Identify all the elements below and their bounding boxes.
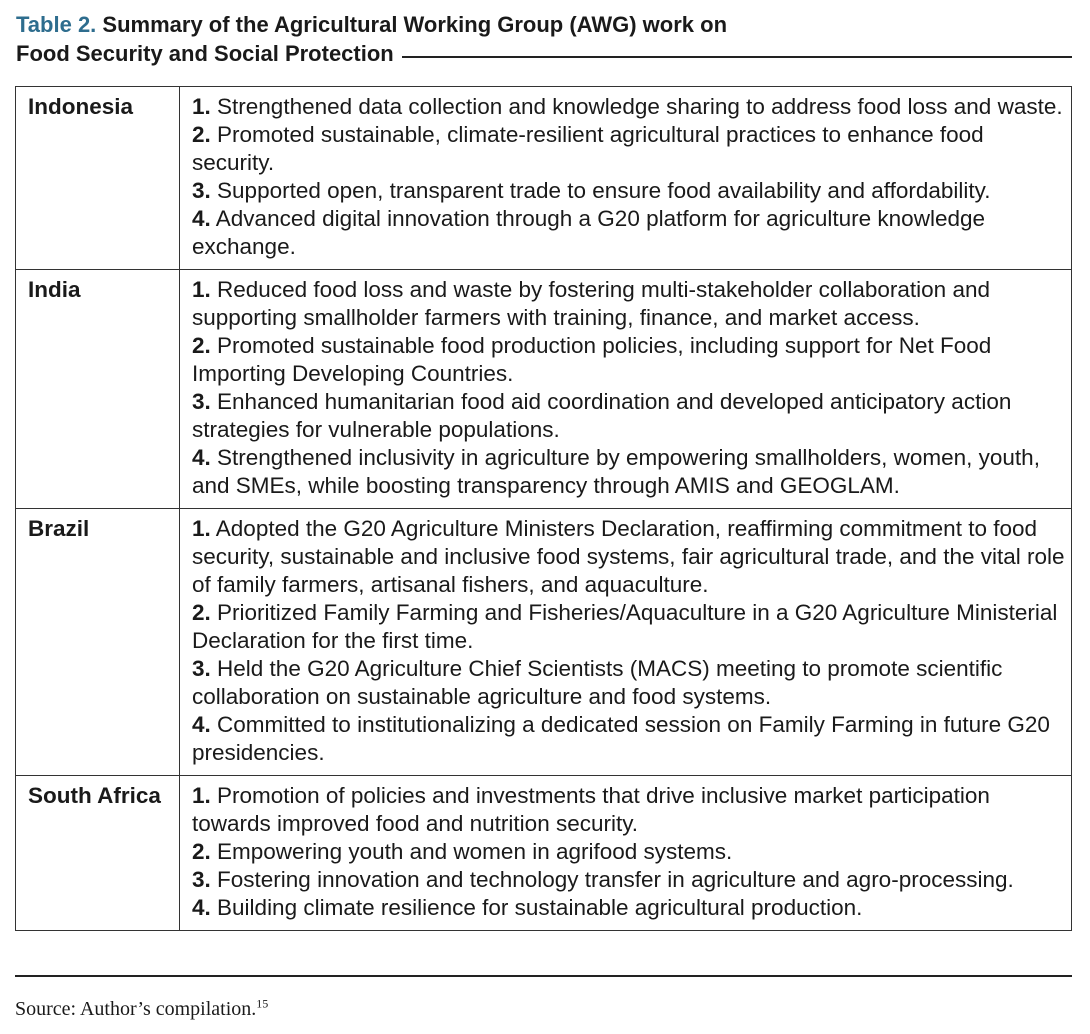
item-number: 4.: [192, 206, 211, 231]
list-item: [192, 782, 1065, 838]
item-number: 1.: [192, 277, 211, 302]
list-item: [192, 444, 1065, 500]
table-row-indonesia: [16, 87, 1072, 270]
item-text: Advanced digital innovation through a G20 platform for agriculture knowledge exchange.: [192, 206, 985, 259]
list-item: [192, 388, 1065, 444]
table-row-south-africa: [16, 776, 1072, 931]
table-title-line-2: [16, 39, 1072, 68]
item-number: 3.: [192, 389, 211, 414]
item-number: 3.: [192, 867, 211, 892]
table-title: [16, 10, 1072, 68]
table-row-india: [16, 270, 1072, 509]
item-number: 1.: [192, 516, 211, 541]
item-text: Fostering innovation and technology transfer in agriculture and agro-processing.: [217, 867, 1014, 892]
list-item: [192, 866, 1065, 894]
list-item: [192, 515, 1065, 599]
list-item: [192, 655, 1065, 711]
footnote-marker: 15: [256, 996, 269, 1011]
item-text: Promotion of policies and investments that drive inclusive market participation towards improved food and nutrition security.: [192, 783, 990, 836]
item-text: Adopted the G20 Agriculture Ministers Declaration, reaffirming commitment to food security, sustainable and inclusive food systems, fair agricultural trade, and the vital role of family farmers, artisanal fishers, and aquaculture.: [192, 516, 1065, 597]
item-number: 4.: [192, 445, 211, 470]
title-rule: [402, 56, 1072, 58]
table-row-brazil: [16, 509, 1072, 776]
item-number: 4.: [192, 895, 211, 920]
list-item: [192, 276, 1065, 332]
item-text: Strengthened data collection and knowledge sharing to address food loss and waste.: [217, 94, 1063, 119]
list-item: [192, 93, 1065, 121]
item-number: 2.: [192, 600, 211, 625]
item-number: 2.: [192, 122, 211, 147]
item-number: 2.: [192, 333, 211, 358]
source-note: [15, 998, 268, 1021]
item-number: 2.: [192, 839, 211, 864]
list-item: [192, 838, 1065, 866]
item-text: Empowering youth and women in agrifood systems.: [217, 839, 733, 864]
item-text: Strengthened inclusivity in agriculture by empowering smallholders, women, youth, and SMEs, while boosting transparency through AMIS and GEOGLAM.: [192, 445, 1040, 498]
items-cell: [180, 776, 1072, 931]
awg-summary-table: [15, 86, 1072, 931]
items-cell: [180, 270, 1072, 509]
table-title-line-1: [16, 10, 1072, 39]
list-item: [192, 332, 1065, 388]
country-cell: South Africa: [16, 776, 180, 931]
list-item: [192, 894, 1065, 922]
country-cell: India: [16, 270, 180, 509]
items-cell: [180, 87, 1072, 270]
items-cell: [180, 509, 1072, 776]
item-number: 1.: [192, 783, 211, 808]
item-text: Reduced food loss and waste by fostering multi-stakeholder collaboration and supporting smallholder farmers with training, finance, and market access.: [192, 277, 990, 330]
country-cell: Indonesia: [16, 87, 180, 270]
item-text: Promoted sustainable food production policies, including support for Net Food Importing Developing Countries.: [192, 333, 992, 386]
list-item: [192, 599, 1065, 655]
bottom-rule: [15, 975, 1072, 977]
item-number: 4.: [192, 712, 211, 737]
item-text: Prioritized Family Farming and Fisheries/Aquaculture in a G20 Agriculture Ministerial Declaration for the first time.: [192, 600, 1058, 653]
item-text: Enhanced humanitarian food aid coordination and developed anticipatory action strategies for vulnerable populations.: [192, 389, 1012, 442]
table-label: Table 2.: [16, 12, 97, 37]
table-title-text-2: Food Security and Social Protection: [16, 41, 394, 66]
list-item: [192, 177, 1065, 205]
item-text: Promoted sustainable, climate-resilient agricultural practices to enhance food security.: [192, 122, 984, 175]
item-number: 3.: [192, 656, 211, 681]
item-number: 1.: [192, 94, 211, 119]
table-title-text-1: Summary of the Agricultural Working Group (AWG) work on: [102, 12, 728, 37]
list-item: [192, 121, 1065, 177]
list-item: [192, 205, 1065, 261]
country-cell: Brazil: [16, 509, 180, 776]
item-text: Building climate resilience for sustainable agricultural production.: [217, 895, 863, 920]
item-text: Committed to institutionalizing a dedicated session on Family Farming in future G20 presidencies.: [192, 712, 1050, 765]
item-number: 3.: [192, 178, 211, 203]
item-text: Held the G20 Agriculture Chief Scientists (MACS) meeting to promote scientific collaboration on sustainable agriculture and food systems.: [192, 656, 1003, 709]
item-text: Supported open, transparent trade to ensure food availability and affordability.: [217, 178, 991, 203]
source-text: Source: Author’s compilation.: [15, 998, 257, 1020]
list-item: [192, 711, 1065, 767]
